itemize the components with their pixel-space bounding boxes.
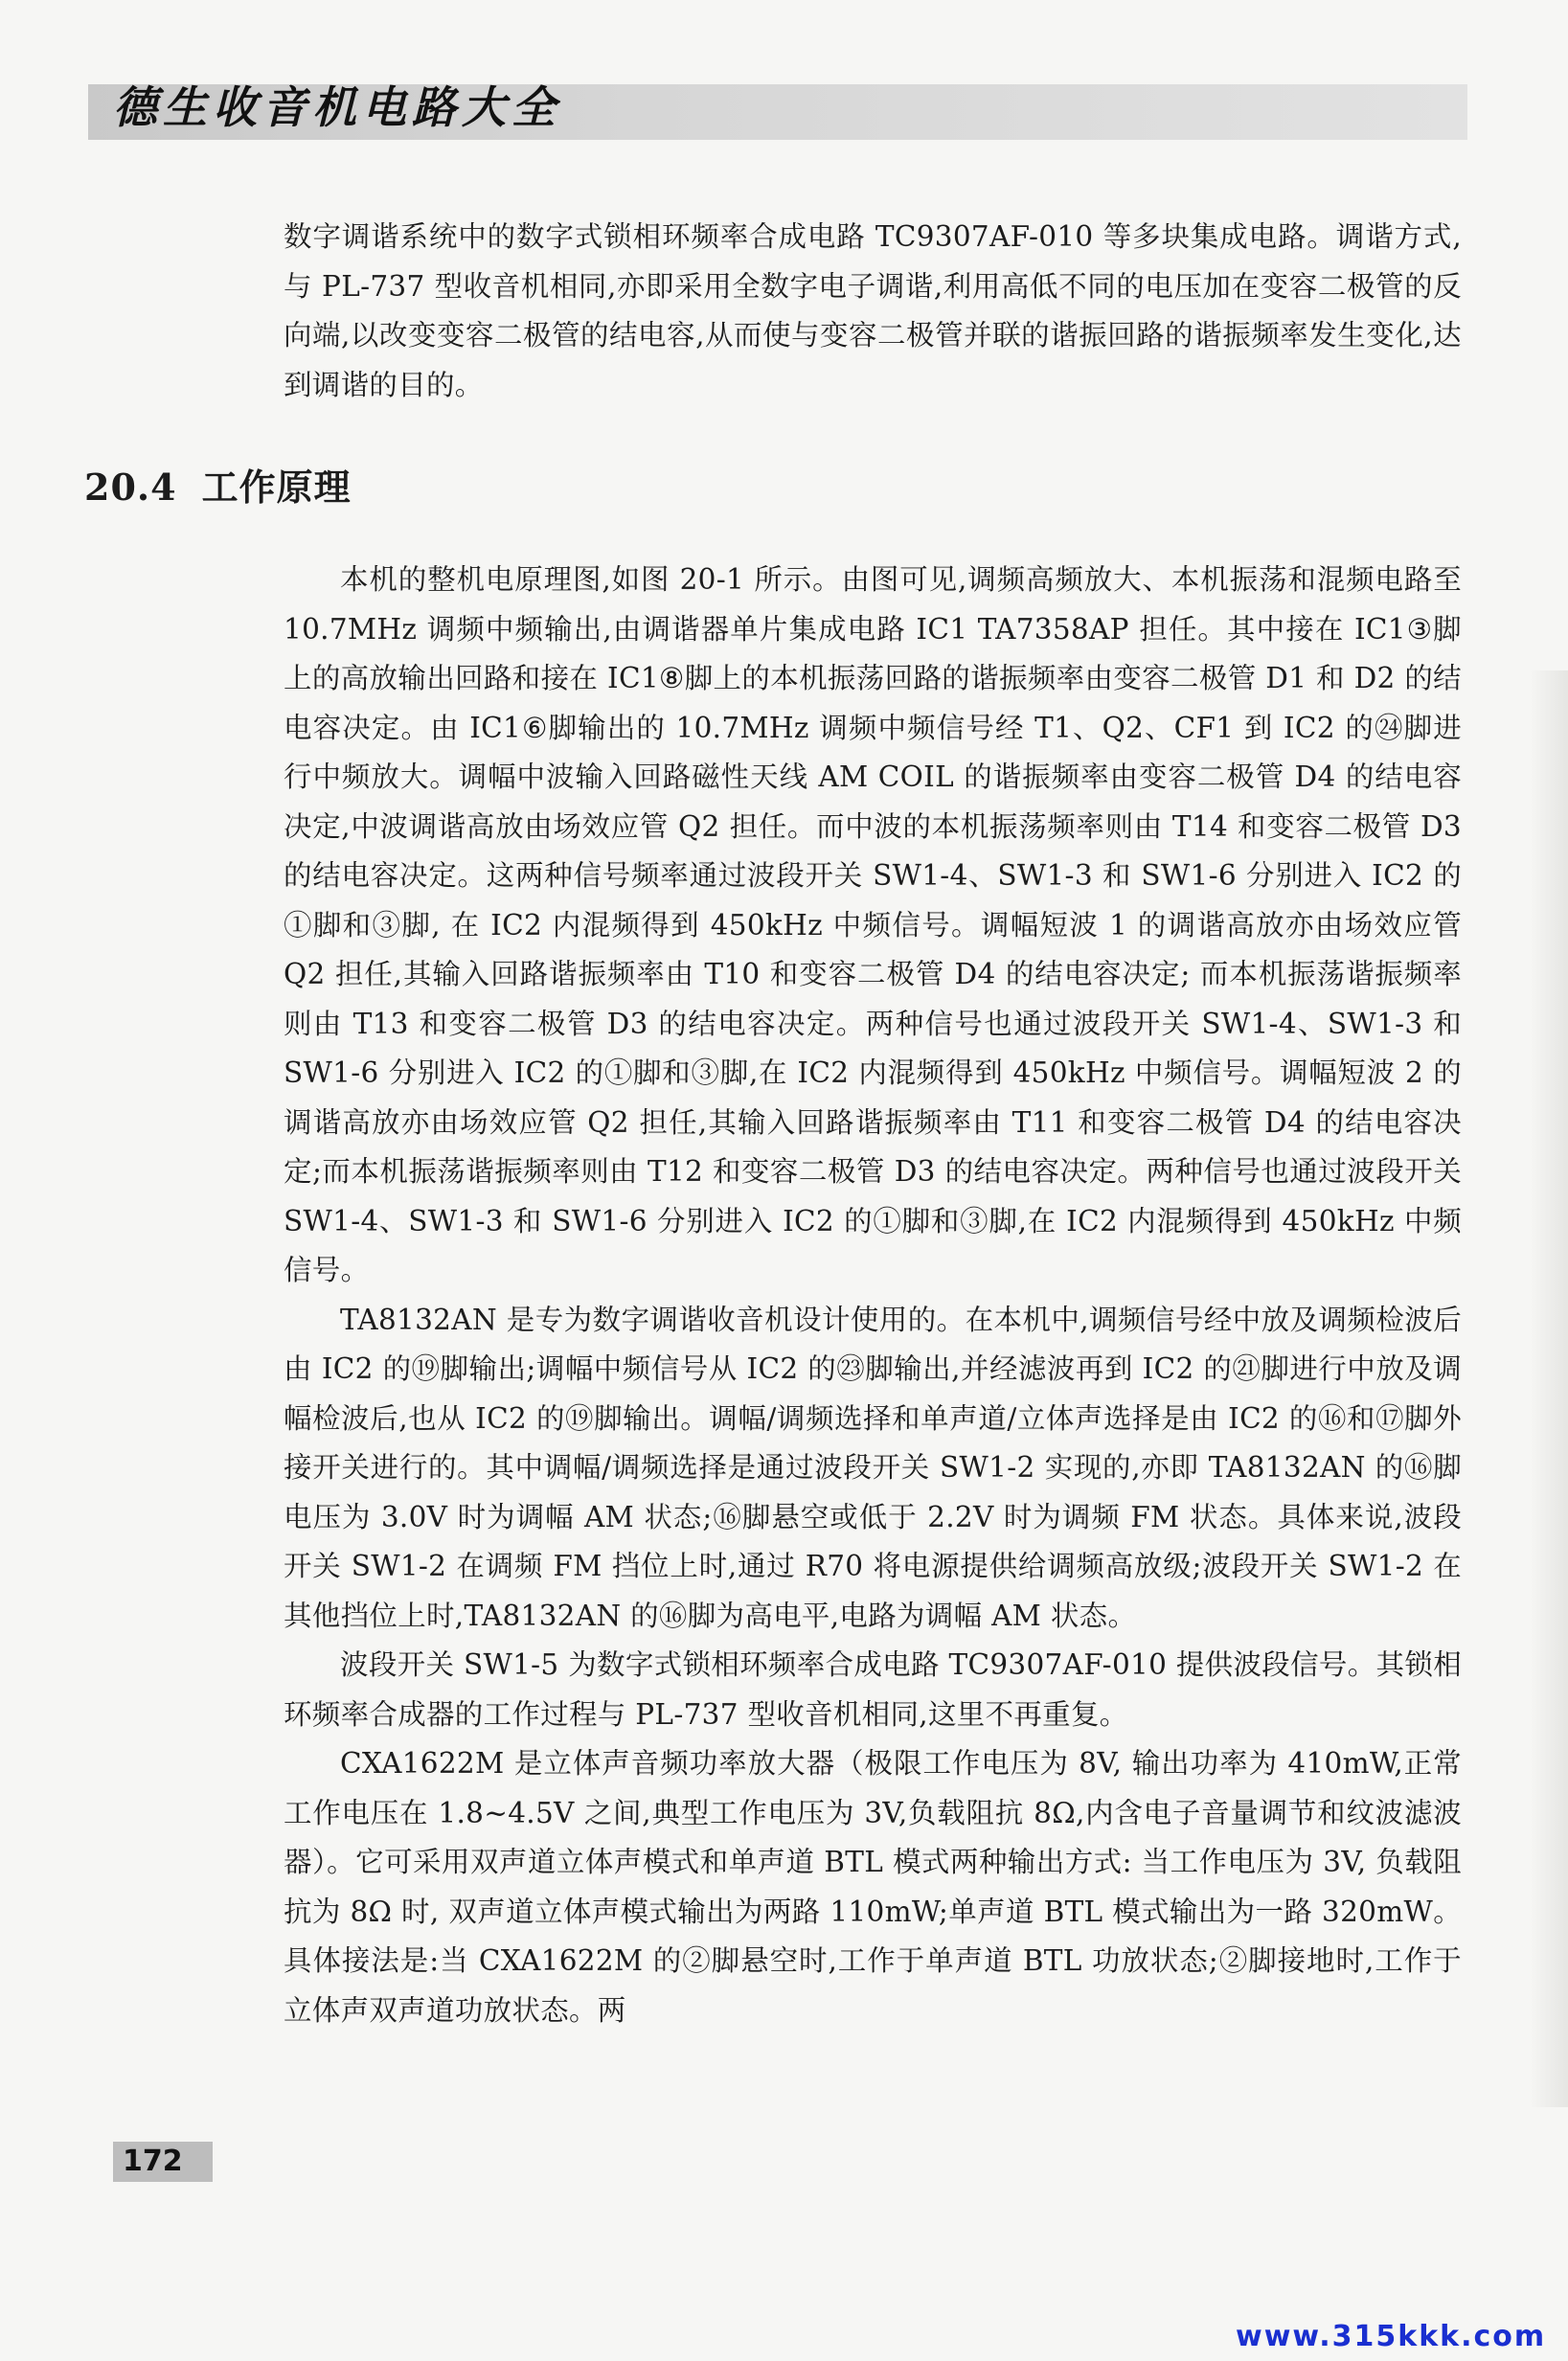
section-body bbox=[284, 556, 1462, 2035]
section-title: 工作原理 bbox=[201, 465, 352, 509]
page-number: 172 bbox=[113, 2142, 213, 2182]
book-title: 德生收音机电路大全 bbox=[113, 81, 561, 133]
body-paragraph-3: 波段开关 SW1-5 为数字式锁相环频率合成电路 TC9307AF-010 提供波段信号。其锁相环频率合成器的工作过程与 PL-737 型收音机相同,这里不再重复。 bbox=[284, 1648, 1462, 1731]
body-paragraph-2: TA8132AN 是专为数字调谐收音机设计使用的。在本机中,调频信号经中放及调频检波后由 IC2 的⑲脚输出;调幅中频信号从 IC2 的㉓脚输出,并经滤波再到 IC2 的㉑脚进行中放及调幅检波后,也从 IC2 的⑲脚输出。调幅/调频选择和单声道/立体声选择是由 IC2 的⑯和⑰脚外接开关进行的。其中调幅/调频选择是通过波段开关 SW1-2 实现的,亦即 TA8132AN 的⑯脚电压为 3.0V 时为调幅 AM 状态;⑯脚悬空或低于 2.2V 时为调频 FM 状态。具体来说,波段开关 SW1-2 在调频 FM 挡位上时,通过 R70 将电源提供给调频高放级;波段开关 SW1-2 在其他挡位上时,TA8132AN 的⑯脚为高电平,电路为调幅 AM 状态。 bbox=[284, 1303, 1462, 1632]
page-edge-shade bbox=[1530, 670, 1568, 2107]
intro-paragraph: 数字调谐系统中的数字式锁相环频率合成电路 TC9307AF-010 等多块集成电路。调谐方式,与 PL-737 型收音机相同,亦即采用全数字电子调谐,利用高低不同的电压加在变容二极管的反向端,以改变变容二极管的结电容,从而使与变容二极管并联的谐振回路的谐振频率发生变化,达到调谐的目的。 bbox=[284, 220, 1462, 401]
intro-block bbox=[284, 213, 1462, 410]
body-paragraph-1: 本机的整机电原理图,如图 20-1 所示。由图可见,调频高频放大、本机振荡和混频电路至 10.7MHz 调频中频输出,由调谐器单片集成电路 IC1 TA7358AP 担任。其中接在 IC1③脚上的高放输出回路和接在 IC1⑧脚上的本机振荡回路的谐振频率由变容二极管 D1 和 D2 的结电容决定。由 IC1⑥脚输出的 10.7MHz 调频中频信号经 T1、Q2、CF1 到 IC2 的㉔脚进行中频放大。调幅中波输入回路磁性天线 AM COIL 的谐振频率由变容二极管 D4 的结电容决定,中波调谐高放由场效应管 Q2 担任。而中波的本机振荡频率则由 T14 和变容二极管 D3 的结电容决定。这两种信号频率通过波段开关 SW1-4、SW1-3 和 SW1-6 分别进入 IC2 的①脚和③脚, 在 IC2 内混频得到 450kHz 中频信号。调幅短波 1 的调谐高放亦由场效应管 Q2 担任,其输入回路谐振频率由 T10 和变容二极管 D4 的结电容决定; 而本机振荡谐振频率则由 T13 和变容二极管 D3 的结电容决定。两种信号也通过波段开关 SW1-4、SW1-3 和 SW1-6 分别进入 IC2 的①脚和③脚,在 IC2 内混频得到 450kHz 中频信号。调幅短波 2 的调谐高放亦由场效应管 Q2 担任,其输入回路谐振频率由 T11 和变容二极管 D4 的结电容决定;而本机振荡谐振频率则由 T12 和变容二极管 D3 的结电容决定。两种信号也通过波段开关 SW1-4、SW1-3 和 SW1-6 分别进入 IC2 的①脚和③脚,在 IC2 内混频得到 450kHz 中频信号。 bbox=[284, 563, 1462, 1286]
body-paragraph-4: CXA1622M 是立体声音频功率放大器（极限工作电压为 8V, 输出功率为 410mW,正常工作电压在 1.8~4.5V 之间,典型工作电压为 3V,负载阻抗 8Ω,内含电子音量调节和纹波滤波器）。它可采用双声道立体声模式和单声道 BTL 模式两种输出方式: 当工作电压为 3V, 负载阻抗为 8Ω 时, 双声道立体声模式输出为两路 110mW;单声道 BTL 模式输出为一路 320mW。具体接法是:当 CXA1622M 的②脚悬空时,工作于单声道 BTL 功放状态;②脚接地时,工作于立体声双声道功放状态。两 bbox=[284, 1747, 1462, 2027]
site-watermark: www.315kkk.com bbox=[1236, 2320, 1547, 2353]
section-number: 20.4 bbox=[84, 465, 177, 509]
section-heading bbox=[84, 458, 352, 511]
